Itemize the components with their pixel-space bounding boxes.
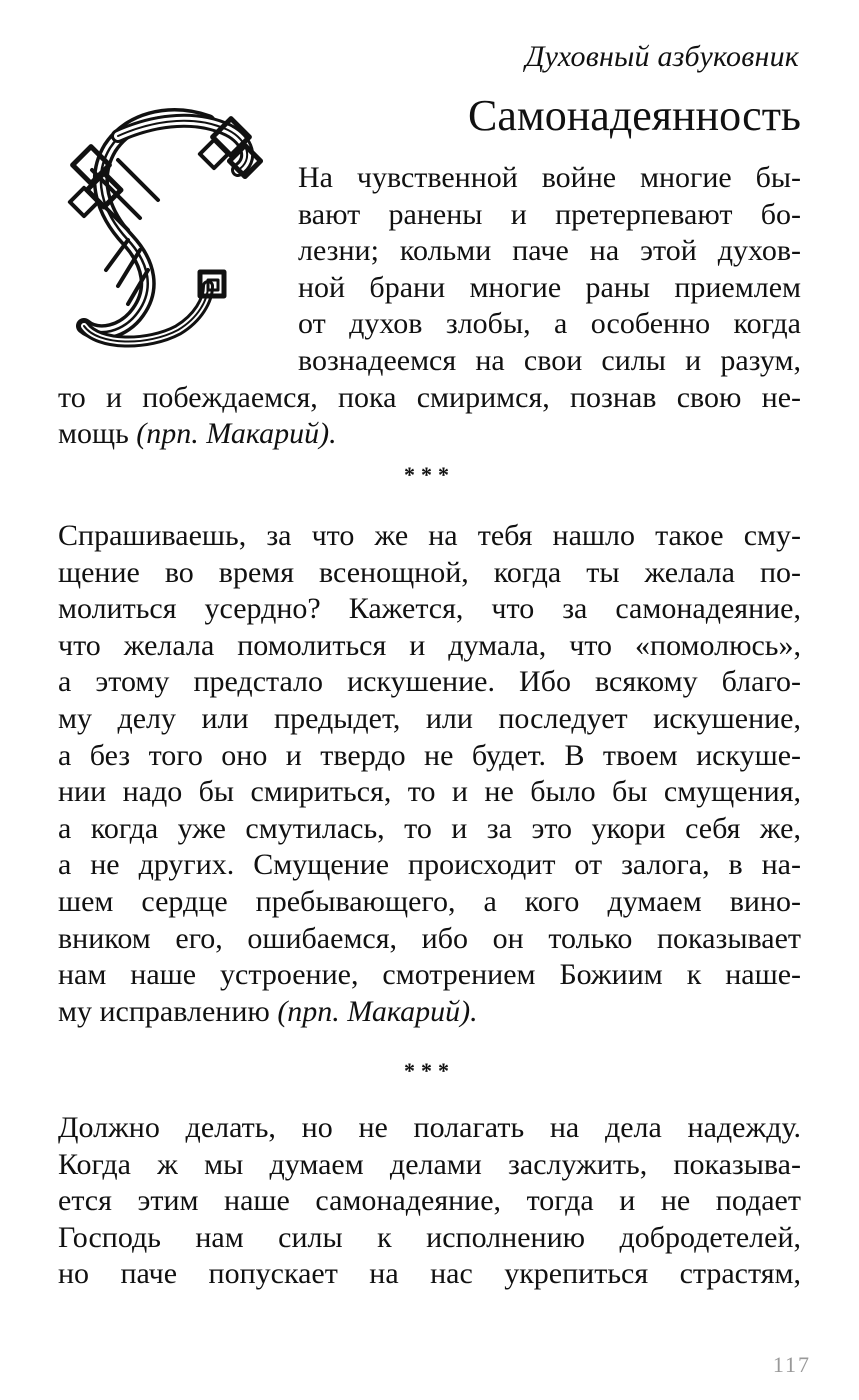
text-line: а не других. Смущение происходит от залога, в на- (58, 848, 801, 882)
text-line: вознадеемся на свои силы и разум, (298, 343, 801, 377)
text-line: На чувственной войне многие бы- (298, 161, 801, 194)
text-line: от духов злобы, а особенно когда (298, 307, 801, 341)
text-line: ной брани многие раны приемлем (298, 270, 801, 304)
text-line: Спрашиваешь, за что же на тебя нашло такое сму- (58, 519, 801, 552)
text-line: а когда уже смутилась, то и за это укори себя же, (58, 811, 801, 845)
text-line: шем сердце пребывающего, а кого думаем вино- (58, 884, 801, 918)
section-divider: *** (404, 1058, 455, 1083)
section-divider: *** (404, 462, 455, 487)
text-line: а этому предстало искушение. Ибо всякому благо- (58, 665, 801, 699)
text-line: ется этим наше самонадеяние, тогда и не подает (58, 1184, 801, 1218)
source-citation: (прп. Макарий). (277, 994, 478, 1028)
text-line: щение во время всенощной, когда ты желала по- (58, 555, 801, 589)
text-line: что желала помолиться и думала, что «помолюсь», (58, 628, 801, 662)
text-line: Когда ж мы думаем делами заслужить, показыва- (58, 1147, 801, 1181)
paragraph-1 (58, 160, 801, 453)
text-line: но паче попускает на нас укрепиться страстям, (58, 1257, 801, 1291)
text-line: му делу или предыдет, или последует искушение, (58, 701, 801, 735)
text-line: Должно делать, но не полагать на дела надежду. (58, 1111, 801, 1144)
paragraph-2 (58, 518, 801, 1030)
text-line: нам наше устроение, смотрением Божиим к наше- (58, 958, 801, 992)
text-line: вником его, ошибаемся, ибо он только показывает (58, 921, 801, 955)
text-fragment: мощь (58, 417, 137, 451)
page-number: 117 (772, 1352, 811, 1377)
running-header: Духовный азбуковник (525, 40, 799, 73)
paragraph-3 (58, 1110, 801, 1293)
article-title: Самонадеянность (468, 91, 801, 140)
text-line: молиться усердно? Кажется, что за самонадеяние, (58, 592, 801, 626)
text-line: нии надо бы смириться, то и не было бы смущения, (58, 775, 801, 809)
text-line: вают ранены и претерпевают бо- (298, 197, 801, 231)
source-citation: (прп. Макарий). (136, 417, 337, 451)
text-line: то и побеждаемся, пока смиримся, познав свою не- (58, 380, 801, 414)
text-line-last (58, 416, 801, 453)
text-line: Господь нам силы к исполнению добродетелей, (58, 1220, 801, 1254)
text-line: лезни; кольми паче на этой духов- (298, 234, 801, 268)
text-line-last (58, 994, 801, 1031)
text-fragment: му исправлению (58, 994, 278, 1028)
text-line: а без того оно и твердо не будет. В твоем искуше- (58, 738, 801, 772)
